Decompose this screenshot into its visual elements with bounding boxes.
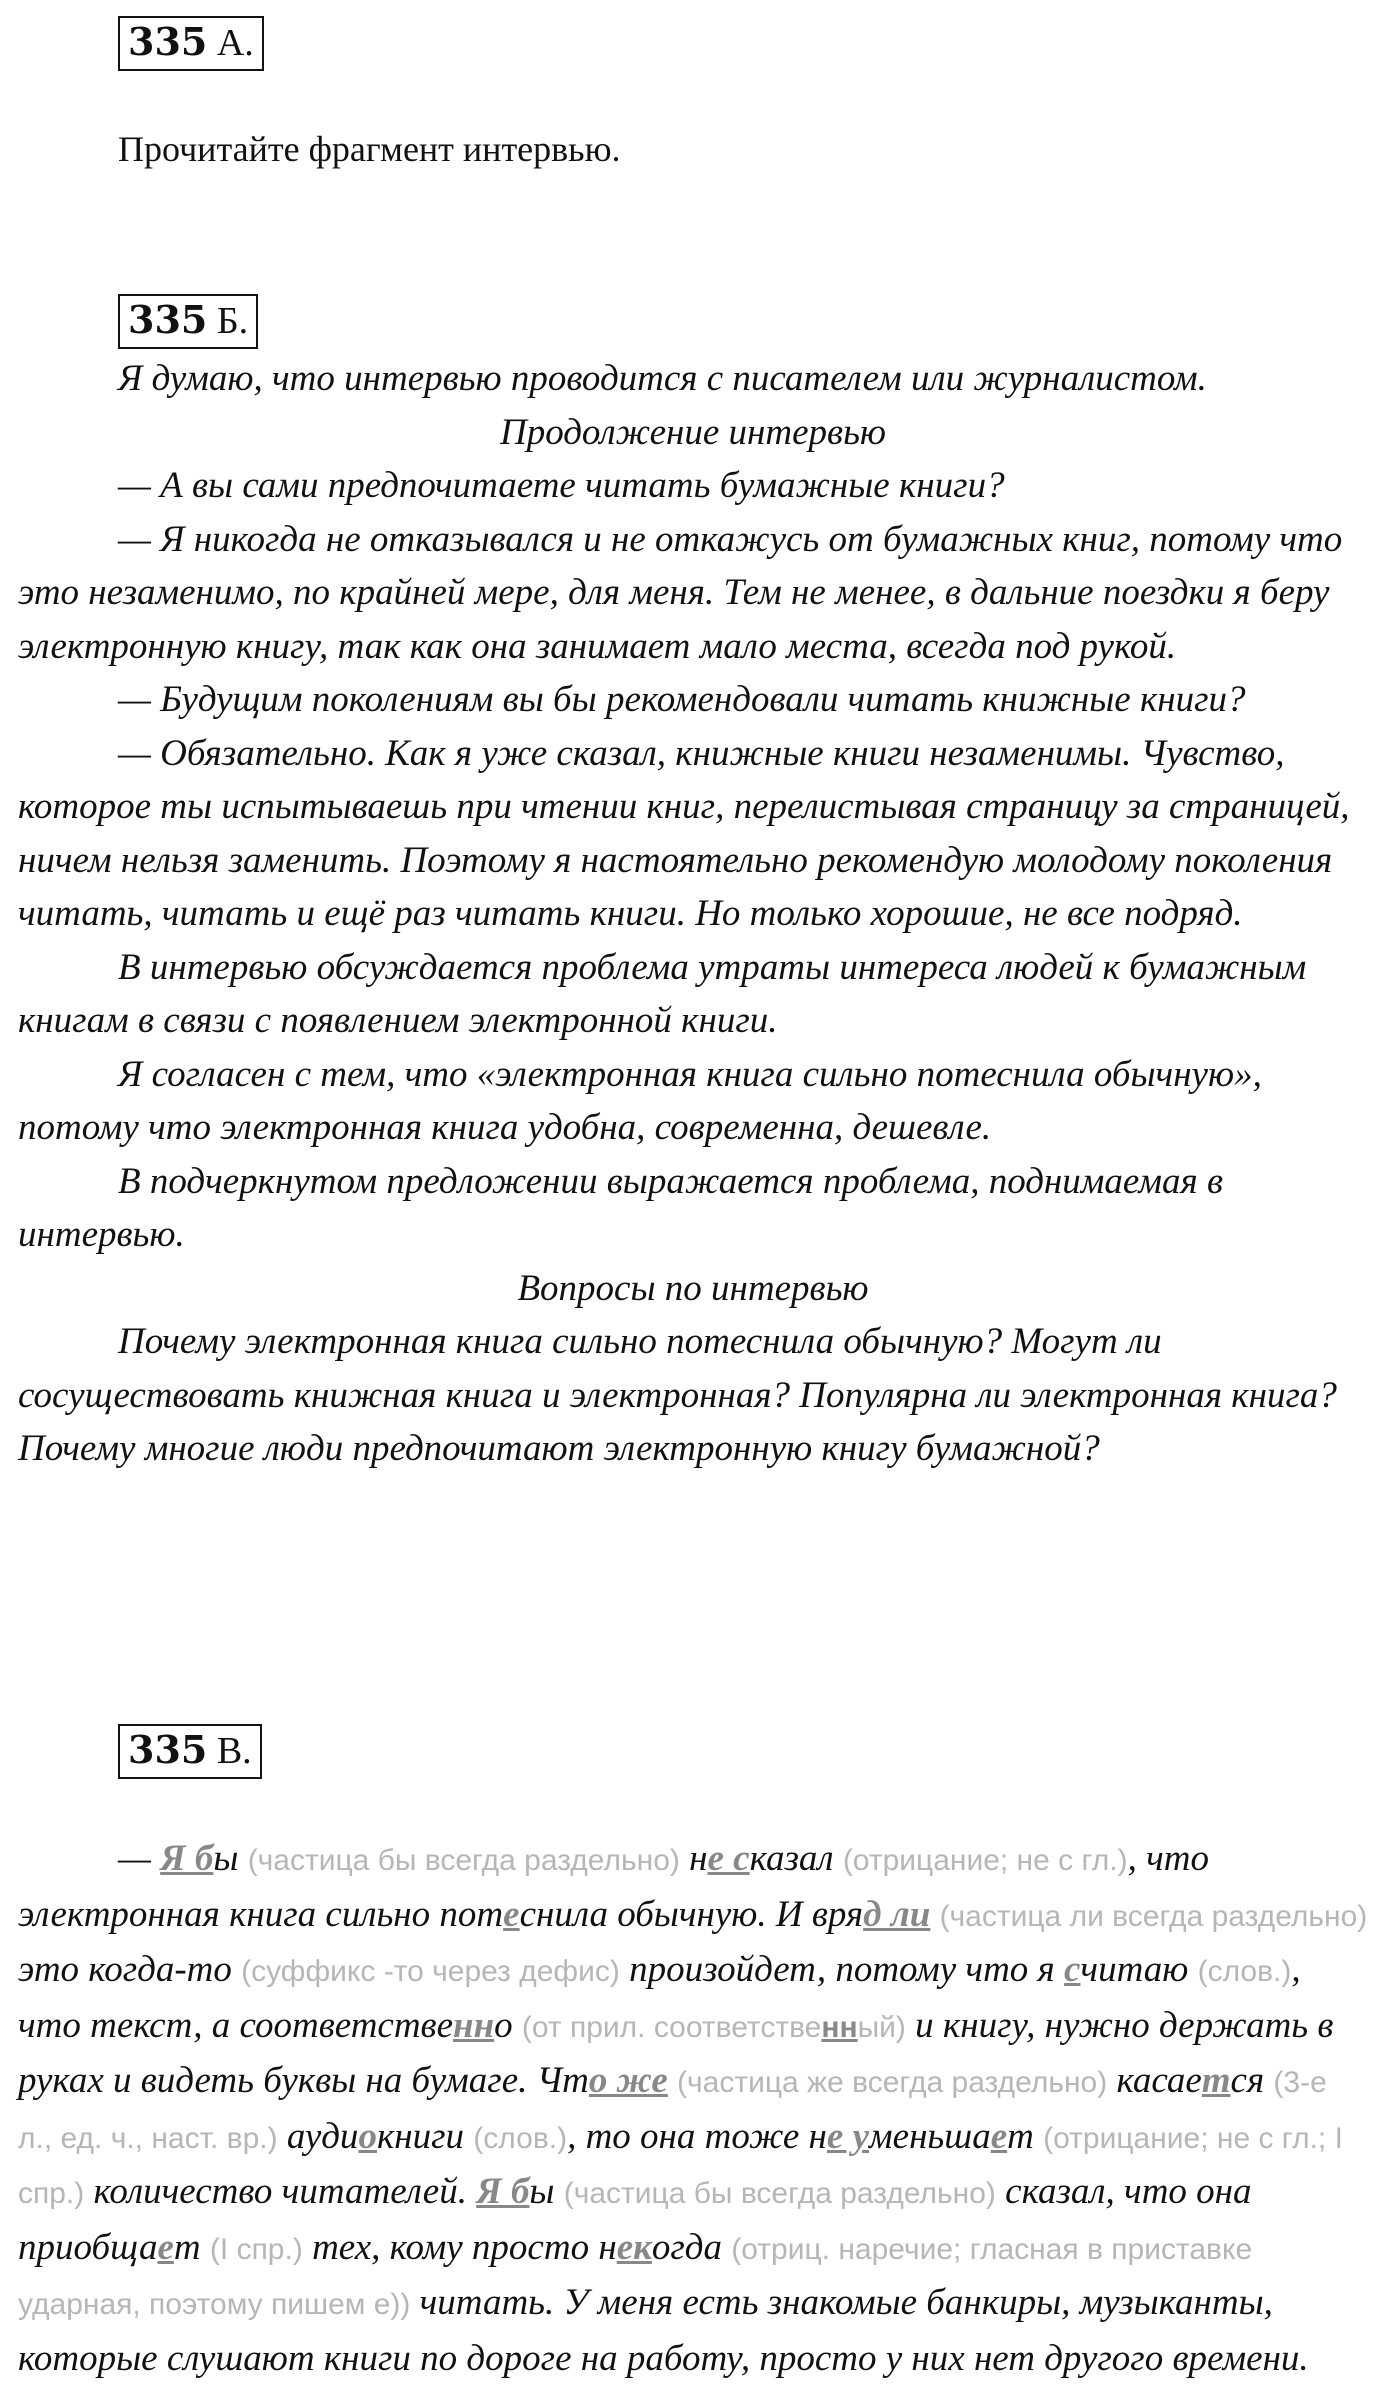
text-fragment: н: [679, 1838, 708, 1879]
intro-paragraph: Я думаю, что интервью проводится с писателем или журналистом.: [118, 358, 1207, 399]
interview-question-2: — Будущим поколениям вы бы рекомендовали читать книжные книги?: [118, 679, 1246, 720]
highlighted-letters: Я б: [160, 1838, 214, 1879]
text-fragment: произойдет, потому что я: [619, 1949, 1064, 1990]
text-fragment: количество читателей.: [84, 2171, 477, 2212]
text-fragment: тех, кому просто н: [302, 2226, 617, 2268]
highlighted-letters: е с: [707, 1838, 750, 1879]
text-fragment: [930, 1894, 939, 1935]
text-fragment: , то она тоже н: [567, 2115, 827, 2157]
text-fragment: касае: [1107, 2060, 1202, 2101]
spelling-note: (отриц. наречие; гласная в приставке ударная, поэтому пишем е)): [18, 2232, 1253, 2321]
spelling-note: (отрицание; не с гл.; I спр.): [18, 2121, 1343, 2210]
questions-paragraph: Почему электронная книга сильно потеснила обычную? Могут ли сосуществовать книжная книга и электронная? Популярна ли электронная книга? Почему многие люди предпочитают электронную книгу бумажной?: [18, 1321, 1337, 1469]
interview-answer-2: — Обязательно. Как я уже сказал, книжные книги незаменимы. Чувство, которое ты испытываешь при чтении книг, перелистывая страницу за страницей, ничем нельзя заменить. Поэтому я настоятельно рекомендую молодому поколения читать, читать и ещё раз читать книги. Но только хорошие, не все подряд.: [18, 732, 1350, 934]
exercise-label-a: 335 А.: [118, 16, 264, 71]
spelling-note: (3-е л., ед. ч., наст. вр.): [18, 2066, 1327, 2155]
highlighted-letters: д ли: [863, 1893, 931, 1935]
corrected-text-paragraph: [18, 1832, 1368, 2385]
spelling-note: (слов.): [1197, 1955, 1292, 1988]
text-fragment: читать. У меня есть знакомые банкиры, музыканты, которые слушают книги по дороге на работу, просто у них нет другого времени.: [18, 2282, 1309, 2379]
highlighted-letters: е у: [826, 2115, 870, 2157]
spelling-note: (отрицание; не с гл.): [842, 1844, 1128, 1877]
text-fragment: ы: [529, 2171, 564, 2212]
spelling-note-highlight: нн: [821, 2010, 858, 2044]
highlighted-letters: Я б: [476, 2171, 530, 2212]
highlighted-letters: с: [1063, 1949, 1081, 1990]
text-fragment: и книгу, нужно держать в руках и видеть буквы на бумаге. Чт: [18, 2004, 1334, 2101]
text-fragment: ся: [1230, 2060, 1274, 2101]
heading-continuation: Продолжение интервью: [499, 411, 887, 453]
spelling-note: (частица бы всегда раздельно): [563, 2177, 996, 2210]
text-fragment: [668, 2060, 677, 2101]
spelling-note: ый): [857, 2010, 906, 2044]
heading-questions: Вопросы по интервью: [517, 1267, 869, 1309]
text-fragment: , что текст, а соответстве: [18, 1949, 1301, 2046]
text-fragment: огда: [651, 2226, 732, 2268]
section-b-body: [18, 352, 1368, 1476]
underlined-sentence-paragraph: В подчеркнутом предложении выражается проблема, поднимаемая в интервью.: [18, 1160, 1224, 1255]
text-fragment: —: [118, 1838, 161, 1879]
spelling-note: (частица бы всегда раздельно): [247, 1844, 680, 1877]
highlighted-letters: е: [990, 2115, 1008, 2157]
spelling-note: (I спр.): [209, 2232, 303, 2266]
text-fragment: , что электронная книга сильно пот: [18, 1838, 1209, 1935]
exercise-label-v: 335 В.: [118, 1724, 262, 1779]
highlighted-letters: ек: [616, 2226, 652, 2268]
spelling-note: (суффикс -то через дефис): [241, 1955, 620, 1988]
exercise-label-b: 335 Б.: [118, 294, 258, 349]
spelling-note: (частица же всегда раздельно): [677, 2066, 1108, 2099]
interview-question-1: — А вы сами предпочитаете читать бумажные книги?: [118, 465, 1005, 506]
text-fragment: ауди: [277, 2115, 359, 2157]
highlighted-letters: о же: [588, 2060, 668, 2101]
highlighted-letters: т: [1201, 2060, 1231, 2101]
highlighted-letters: о: [358, 2115, 377, 2157]
spelling-note: (частица ли всегда раздельно): [939, 1899, 1368, 1933]
text-fragment: о: [494, 2004, 522, 2046]
text-fragment: это когда-то: [18, 1949, 242, 1990]
agree-paragraph: Я согласен с тем, что «электронная книга сильно потеснила обычную», потому что электронная книга удобна, современна, дешевле.: [18, 1053, 1262, 1148]
spelling-note: (от прил. соответстве: [521, 2010, 822, 2044]
text-fragment: сказал, что она приобща: [18, 2171, 1252, 2268]
problem-paragraph: В интервью обсуждается проблема утраты интереса людей к бумажным книгам в связи с появлением электронной книги.: [18, 946, 1307, 1041]
text-fragment: снила обычную. И вря: [519, 1893, 864, 1935]
text-fragment: книги: [376, 2115, 474, 2157]
instruction-text: Прочитайте фрагмент интервью.: [118, 129, 621, 169]
text-fragment: т: [1007, 2115, 1044, 2157]
text-fragment: ы: [213, 1838, 248, 1879]
highlighted-letters: е: [157, 2226, 174, 2268]
text-fragment: меньша: [869, 2115, 991, 2157]
highlighted-letters: е: [503, 1893, 520, 1935]
highlighted-letters: нн: [453, 2004, 495, 2046]
interview-answer-1: — Я никогда не отказывался и не откажусь от бумажных книг, потому что это незаменимо, по крайней мере, для меня. Тем не менее, в дальние поездки я беру электронную книгу, так как она занимает мало места, всегда под рукой.: [18, 518, 1343, 667]
text-fragment: читаю: [1080, 1949, 1198, 1990]
spelling-note: (слов.): [473, 2121, 568, 2155]
text-fragment: казал: [749, 1838, 843, 1879]
text-fragment: т: [173, 2226, 210, 2268]
